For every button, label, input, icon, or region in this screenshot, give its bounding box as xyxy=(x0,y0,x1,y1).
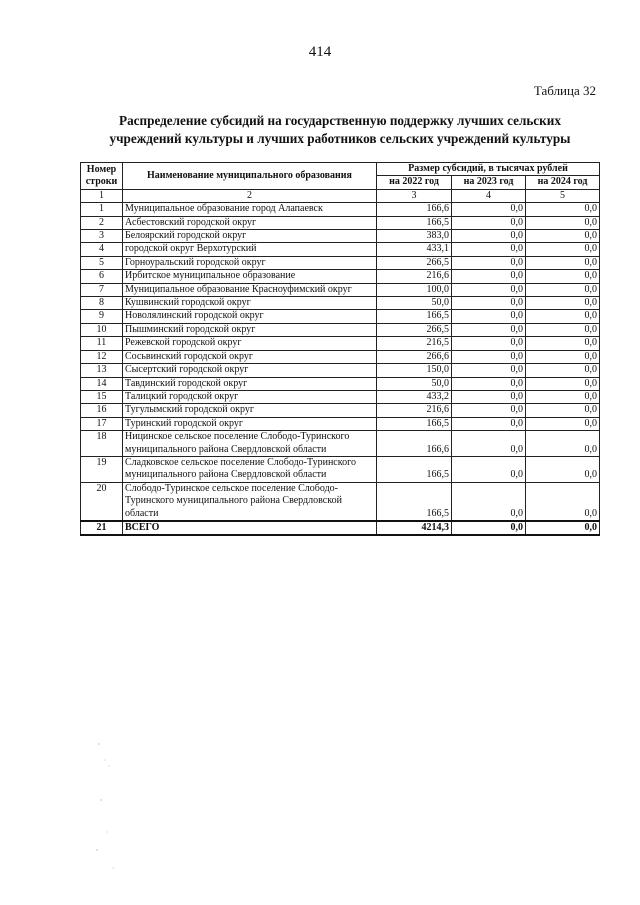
value-2024: 0,0 xyxy=(526,297,600,310)
title-line-2: учреждений культуры и лучших работников сельских учреждений культуры xyxy=(109,131,571,146)
table-row xyxy=(81,390,600,403)
table-row xyxy=(81,270,600,283)
value-2022: 383,0 xyxy=(377,230,452,243)
value-2024: 0,0 xyxy=(526,323,600,336)
total-row-number: 21 xyxy=(81,521,123,535)
total-row xyxy=(81,521,600,535)
value-2024: 0,0 xyxy=(526,456,600,482)
value-2022: 266,6 xyxy=(377,350,452,363)
table-row xyxy=(81,417,600,430)
value-2023: 0,0 xyxy=(452,404,526,417)
municipality-name: Белоярский городской округ xyxy=(123,230,377,243)
municipality-name: Ницинское сельское поселение Слободо-Туринского муниципального района Свердловской области xyxy=(123,431,377,457)
header-year-2024: на 2024 год xyxy=(526,176,600,189)
municipality-name: Талицкий городской округ xyxy=(123,390,377,403)
value-2022: 100,0 xyxy=(377,283,452,296)
header-col-1: 1 xyxy=(81,189,123,202)
municipality-name: Туринский городской округ xyxy=(123,417,377,430)
row-number: 7 xyxy=(81,283,123,296)
value-2023: 0,0 xyxy=(452,270,526,283)
table-row xyxy=(81,482,600,521)
value-2022: 166,6 xyxy=(377,431,452,457)
value-2022: 433,1 xyxy=(377,243,452,256)
row-number: 18 xyxy=(81,431,123,457)
value-2024: 0,0 xyxy=(526,310,600,323)
row-number: 9 xyxy=(81,310,123,323)
value-2023: 0,0 xyxy=(452,364,526,377)
value-2024: 0,0 xyxy=(526,417,600,430)
value-2022: 50,0 xyxy=(377,297,452,310)
table-row xyxy=(81,310,600,323)
header-subsidy-size: Размер субсидий, в тысячах рублей xyxy=(377,163,600,176)
table-row xyxy=(81,431,600,457)
header-col-3: 3 xyxy=(377,189,452,202)
table-row xyxy=(81,456,600,482)
total-row-name: ВСЕГО xyxy=(123,521,377,535)
row-number: 13 xyxy=(81,364,123,377)
municipality-name: Пышминский городской округ xyxy=(123,323,377,336)
table-label: Таблица 32 xyxy=(533,83,596,98)
row-number: 15 xyxy=(81,390,123,403)
row-number: 19 xyxy=(81,456,123,482)
value-2024: 0,0 xyxy=(526,230,600,243)
value-2023: 0,0 xyxy=(452,337,526,350)
header-row-number: Номер строки xyxy=(81,163,123,190)
row-number: 2 xyxy=(81,216,123,229)
value-2024: 0,0 xyxy=(526,243,600,256)
title-line-1: Распределение субсидий на государственную поддержку лучших сельских xyxy=(119,113,561,128)
value-2024: 0,0 xyxy=(526,256,600,269)
value-2023: 0,0 xyxy=(452,390,526,403)
table-row xyxy=(81,323,600,336)
municipality-name: Тугулымский городской округ xyxy=(123,404,377,417)
value-2022: 150,0 xyxy=(377,364,452,377)
row-number: 5 xyxy=(81,256,123,269)
header-col-5: 5 xyxy=(526,189,600,202)
value-2024: 0,0 xyxy=(526,283,600,296)
value-2022: 166,6 xyxy=(377,203,452,216)
municipality-name: Горноуральский городской округ xyxy=(123,256,377,269)
municipality-name: Сосьвинский городской округ xyxy=(123,350,377,363)
municipality-name: Ирбитское муниципальное образование xyxy=(123,270,377,283)
value-2023: 0,0 xyxy=(452,216,526,229)
value-2023: 0,0 xyxy=(452,482,526,521)
header-year-2023: на 2023 год xyxy=(452,176,526,189)
value-2024: 0,0 xyxy=(526,270,600,283)
table-row xyxy=(81,216,600,229)
municipality-name: Муниципальное образование Красноуфимский округ xyxy=(123,283,377,296)
value-2024: 0,0 xyxy=(526,404,600,417)
municipality-name: Сысертский городской округ xyxy=(123,364,377,377)
municipality-name: Муниципальное образование город Алапаевск xyxy=(123,203,377,216)
row-number: 3 xyxy=(81,230,123,243)
table-row xyxy=(81,243,600,256)
value-2022: 266,5 xyxy=(377,323,452,336)
table-row xyxy=(81,203,600,216)
municipality-name: Слободо-Туринское сельское поселение Слободо-Туринского муниципального района Свердловской области xyxy=(123,482,377,521)
value-2023: 0,0 xyxy=(452,417,526,430)
value-2022: 166,5 xyxy=(377,310,452,323)
row-number: 12 xyxy=(81,350,123,363)
value-2024: 0,0 xyxy=(526,364,600,377)
row-number: 8 xyxy=(81,297,123,310)
value-2024: 0,0 xyxy=(526,216,600,229)
row-number: 17 xyxy=(81,417,123,430)
value-2023: 0,0 xyxy=(452,350,526,363)
value-2024: 0,0 xyxy=(526,337,600,350)
value-2023: 0,0 xyxy=(452,431,526,457)
value-2023: 0,0 xyxy=(452,297,526,310)
value-2022: 50,0 xyxy=(377,377,452,390)
row-number: 6 xyxy=(81,270,123,283)
value-2023: 0,0 xyxy=(452,243,526,256)
row-number: 16 xyxy=(81,404,123,417)
table-row xyxy=(81,404,600,417)
row-number: 11 xyxy=(81,337,123,350)
municipality-name: городской округ Верхотурский xyxy=(123,243,377,256)
scan-specks xyxy=(95,740,135,880)
value-2022: 216,6 xyxy=(377,404,452,417)
row-number: 20 xyxy=(81,482,123,521)
table-row xyxy=(81,297,600,310)
row-number: 10 xyxy=(81,323,123,336)
total-value-2022: 4214,3 xyxy=(377,521,452,535)
value-2023: 0,0 xyxy=(452,310,526,323)
value-2022: 216,5 xyxy=(377,337,452,350)
table-body xyxy=(81,203,600,536)
municipality-name: Режевской городской округ xyxy=(123,337,377,350)
header-col-2: 2 xyxy=(123,189,377,202)
value-2024: 0,0 xyxy=(526,431,600,457)
table-row xyxy=(81,337,600,350)
table-row xyxy=(81,283,600,296)
value-2023: 0,0 xyxy=(452,230,526,243)
value-2024: 0,0 xyxy=(526,377,600,390)
value-2023: 0,0 xyxy=(452,283,526,296)
table-row xyxy=(81,364,600,377)
header-municipality: Наименование муниципального образования xyxy=(123,163,377,190)
value-2024: 0,0 xyxy=(526,350,600,363)
value-2023: 0,0 xyxy=(452,377,526,390)
municipality-name: Новолялинский городской округ xyxy=(123,310,377,323)
value-2024: 0,0 xyxy=(526,482,600,521)
table-row xyxy=(81,377,600,390)
row-number: 14 xyxy=(81,377,123,390)
municipality-name: Сладковское сельское поселение Слободо-Туринского муниципального района Свердловской области xyxy=(123,456,377,482)
table-row xyxy=(81,256,600,269)
table-row xyxy=(81,230,600,243)
row-number: 4 xyxy=(81,243,123,256)
value-2024: 0,0 xyxy=(526,203,600,216)
value-2022: 166,5 xyxy=(377,482,452,521)
value-2022: 266,5 xyxy=(377,256,452,269)
value-2022: 166,5 xyxy=(377,456,452,482)
header-col-4: 4 xyxy=(452,189,526,202)
municipality-name: Тавдинский городской округ xyxy=(123,377,377,390)
value-2022: 166,5 xyxy=(377,417,452,430)
value-2022: 216,6 xyxy=(377,270,452,283)
value-2023: 0,0 xyxy=(452,323,526,336)
row-number: 1 xyxy=(81,203,123,216)
header-year-2022: на 2022 год xyxy=(377,176,452,189)
total-value-2023: 0,0 xyxy=(452,521,526,535)
total-value-2024: 0,0 xyxy=(526,521,600,535)
value-2023: 0,0 xyxy=(452,256,526,269)
value-2022: 433,2 xyxy=(377,390,452,403)
value-2024: 0,0 xyxy=(526,390,600,403)
value-2022: 166,5 xyxy=(377,216,452,229)
municipality-name: Асбестовский городской округ xyxy=(123,216,377,229)
page-number: 414 xyxy=(308,44,332,60)
value-2023: 0,0 xyxy=(452,203,526,216)
subsidies-table xyxy=(80,162,600,536)
value-2023: 0,0 xyxy=(452,456,526,482)
table-row xyxy=(81,350,600,363)
document-title xyxy=(90,112,590,148)
municipality-name: Кушвинский городской округ xyxy=(123,297,377,310)
